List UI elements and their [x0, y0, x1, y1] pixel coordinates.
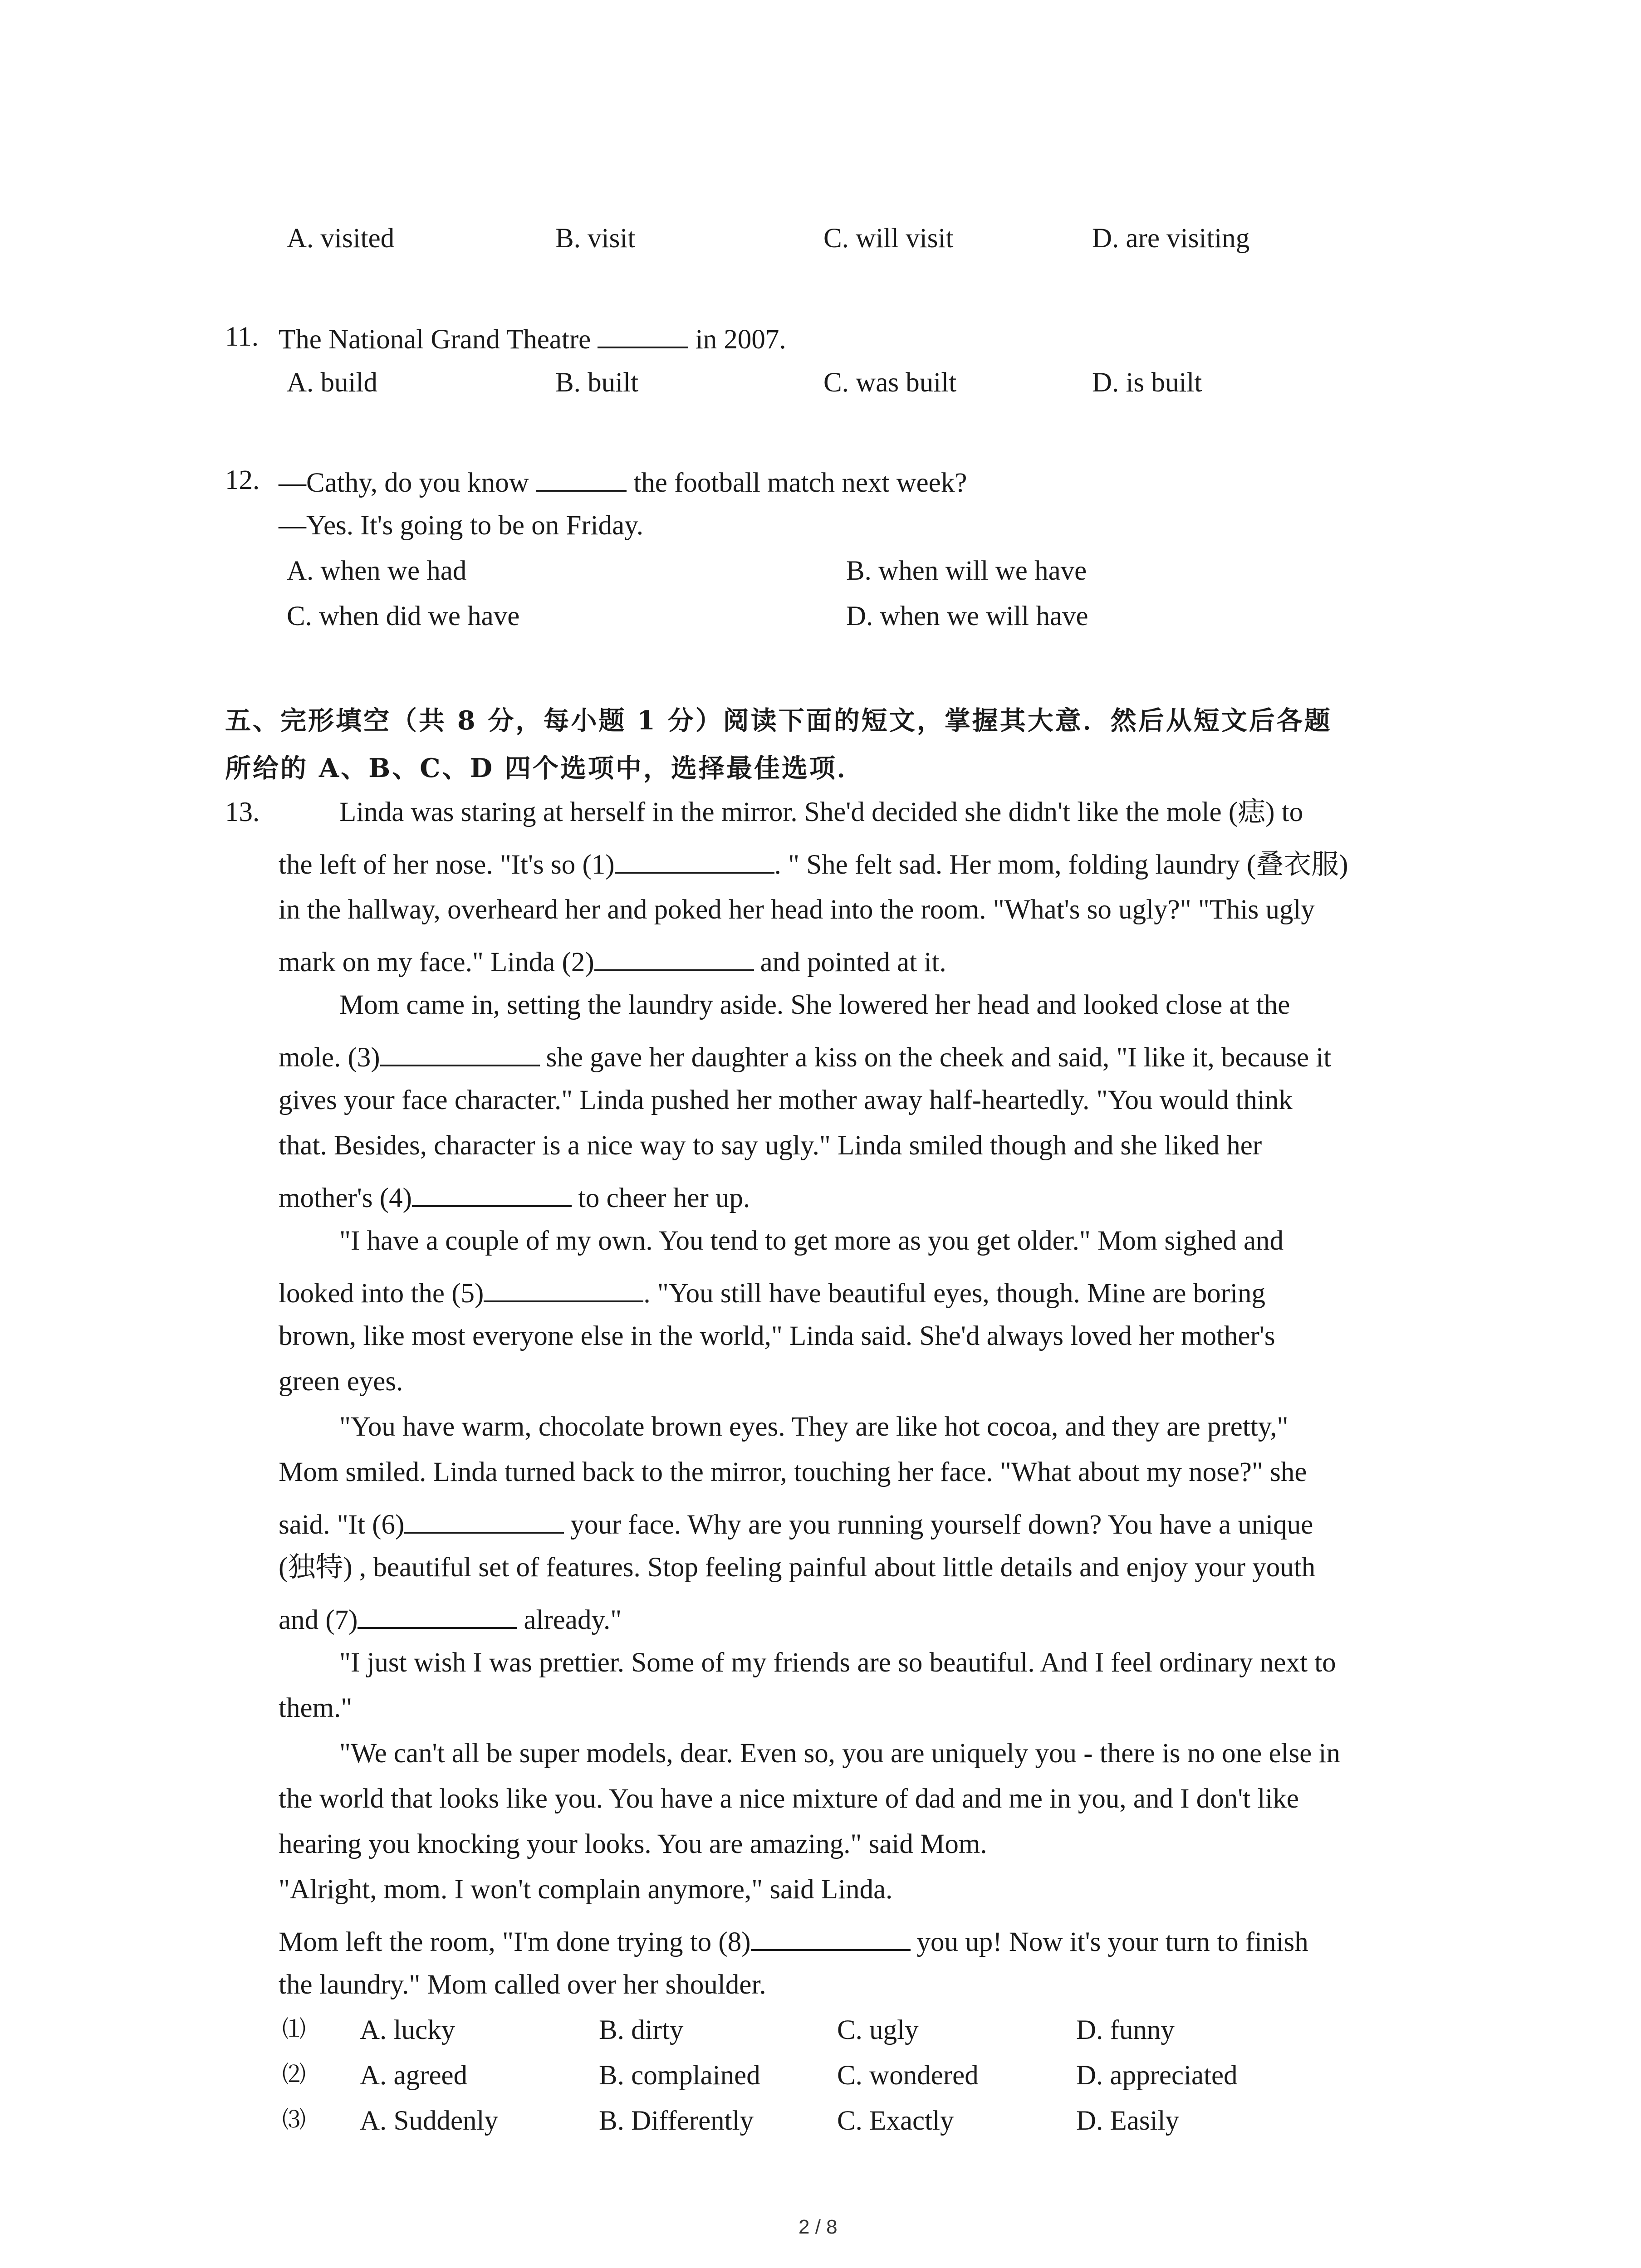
passage-text: said. "It (6): [279, 1510, 405, 1540]
answer-blank: [358, 1603, 517, 1629]
option-choice: B. Differently: [599, 2106, 754, 2136]
passage-text: them.": [279, 1693, 353, 1723]
passage-text: Linda was staring at herself in the mirror. She'd decided she didn't like the mole (痣) to: [339, 797, 1303, 827]
passage-text: and pointed at it.: [760, 947, 946, 978]
q12-option-c: C. when did we have: [287, 601, 520, 631]
answer-blank: [594, 946, 754, 971]
passage-line: [279, 1458, 1307, 1486]
answer-blank: [598, 323, 688, 348]
q12-number: 12.: [225, 465, 260, 495]
passage-line: [279, 1785, 1299, 1813]
q10-option-c: C. will visit: [823, 223, 954, 254]
passage-text: you up! Now it's your turn to finish: [916, 1927, 1308, 1957]
passage-line: [279, 1041, 1331, 1071]
passage-text: mole. (3): [279, 1042, 380, 1073]
passage-line: [279, 1182, 750, 1212]
option-row-number: ⑵: [282, 2062, 306, 2088]
passage-text: the laundry." Mom called over her shoulder.: [279, 1970, 766, 2000]
option-choice: D. funny: [1076, 2015, 1175, 2045]
passage-text: mark on my face." Linda (2): [279, 947, 594, 978]
q11-option-a: A. build: [287, 367, 377, 398]
passage-text: she gave her daughter a kiss on the cheek and said, "I like it, because it: [546, 1042, 1332, 1073]
option-choice: C. ugly: [837, 2015, 919, 2045]
section-heading-line2: 所给的 A、B、C、D 四个选项中，选择最佳选项．: [225, 753, 865, 783]
option-row-number: ⑶: [282, 2107, 306, 2133]
passage-line: [279, 1554, 1315, 1581]
passage-line: [339, 798, 1303, 826]
passage-line: [279, 1971, 766, 1999]
passage-text: brown, like most everyone else in the world," Linda said. She'd always loved her mother's: [279, 1321, 1275, 1351]
passage-text: to cheer her up.: [578, 1183, 750, 1213]
page-number: 2 / 8: [798, 2216, 838, 2238]
answer-blank: [380, 1041, 540, 1066]
q11-number: 11.: [225, 322, 259, 352]
q11-option-b: B. built: [555, 367, 639, 398]
q12-line1-start: —Cathy, do you know: [279, 468, 529, 498]
option-choice: B. dirty: [599, 2015, 684, 2045]
answer-blank: [536, 466, 627, 492]
q12-line1-end: the football match next week?: [633, 468, 967, 498]
passage-line: [279, 1277, 1265, 1307]
passage-text: (独特) , beautiful set of features. Stop feeling painful about little details and enjoy your youth: [279, 1552, 1316, 1583]
option-row-number: ⑴: [282, 2017, 306, 2043]
answer-blank: [404, 1508, 564, 1534]
q11-option-c: C. was built: [823, 367, 957, 398]
option-choice: C. Exactly: [837, 2106, 954, 2136]
passage-line: [279, 1926, 1308, 1956]
passage-text: gives your face character." Linda pushed her mother away half-heartedly. "You would think: [279, 1085, 1293, 1115]
passage-text: in the hallway, overheard her and poked her head into the room. "What's so ugly?" "This ugly: [279, 894, 1315, 925]
q12-line2: —Yes. It's going to be on Friday.: [279, 510, 644, 541]
passage-line: [339, 1649, 1336, 1677]
option-choice: A. agreed: [360, 2060, 468, 2091]
passage-text: your face. Why are you running yourself down? You have a unique: [570, 1510, 1313, 1540]
passage-line: [339, 991, 1290, 1019]
passage-text: Mom smiled. Linda turned back to the mirror, touching her face. "What about my nose?" she: [279, 1457, 1307, 1487]
passage-line: [279, 848, 1348, 879]
option-choice: A. lucky: [360, 2015, 456, 2045]
q10-option-a: A. visited: [287, 223, 395, 254]
answer-blank: [484, 1277, 643, 1302]
q12-option-b: B. when will we have: [846, 556, 1087, 586]
passage-text: "We can't all be super models, dear. Even so, you are uniquely you - there is no one else in: [339, 1738, 1341, 1769]
q10-option-b: B. visit: [555, 223, 636, 254]
section-heading-line1: 五、完形填空（共 8 分，每小题 1 分）阅读下面的短文，掌握其大意．然后从短文后各题: [225, 705, 1332, 736]
passage-text: the world that looks like you. You have a nice mixture of dad and me in you, and I don't like: [279, 1784, 1299, 1814]
passage-text: "I just wish I was prettier. Some of my friends are so beautiful. And I feel ordinary next to: [339, 1647, 1336, 1678]
passage-text: . "You still have beautiful eyes, though. Mine are boring: [643, 1278, 1265, 1309]
passage-line: [279, 1830, 987, 1858]
q11-stem-start: The National Grand Theatre: [279, 324, 591, 355]
passage-text: "Alright, mom. I won't complain anymore," said Linda.: [279, 1874, 893, 1905]
option-choice: B. complained: [599, 2060, 760, 2091]
passage-line: [279, 896, 1315, 924]
passage-text: hearing you knocking your looks. You are amazing." said Mom.: [279, 1829, 987, 1859]
answer-blank: [615, 848, 774, 874]
passage-line: [279, 1508, 1313, 1539]
q10-option-d: D. are visiting: [1092, 223, 1250, 254]
passage-line: [279, 1322, 1275, 1350]
passage-line: [279, 1132, 1262, 1159]
passage-line: [339, 1740, 1340, 1767]
option-choice: A. Suddenly: [360, 2106, 498, 2136]
passage-text: already.": [524, 1605, 622, 1635]
passage-line: [279, 946, 946, 976]
passage-text: and (7): [279, 1605, 358, 1635]
q11-stem-end: in 2007.: [695, 324, 786, 355]
option-choice: C. wondered: [837, 2060, 979, 2091]
q12-option-d: D. when we will have: [846, 601, 1088, 631]
q12-line1: [279, 466, 967, 497]
q12-option-a: A. when we had: [287, 556, 467, 586]
passage-line: [279, 1603, 622, 1634]
answer-blank: [412, 1182, 572, 1207]
q11-option-d: D. is built: [1092, 367, 1202, 398]
passage-line: [279, 1086, 1293, 1114]
passage-text: "I have a couple of my own. You tend to get more as you get older." Mom sighed and: [339, 1226, 1284, 1256]
option-choice: D. appreciated: [1076, 2060, 1238, 2091]
q13-number: 13.: [225, 797, 260, 827]
passage-text: green eyes.: [279, 1366, 403, 1397]
passage-text: Mom came in, setting the laundry aside. She lowered her head and looked close at the: [339, 990, 1290, 1020]
option-choice: D. Easily: [1076, 2106, 1180, 2136]
passage-line: [279, 1368, 403, 1395]
passage-line: [339, 1413, 1288, 1441]
q11-stem: [279, 323, 786, 353]
passage-line: [279, 1694, 352, 1722]
passage-text: Mom left the room, "I'm done trying to (8): [279, 1927, 751, 1957]
passage-text: . " She felt sad. Her mom, folding laundry (叠衣服): [774, 850, 1348, 880]
passage-line: [339, 1227, 1283, 1255]
passage-line: [279, 1876, 892, 1903]
passage-text: "You have warm, chocolate brown eyes. They are like hot cocoa, and they are pretty,": [339, 1412, 1288, 1442]
passage-text: looked into the (5): [279, 1278, 484, 1309]
passage-text: the left of her nose. "It's so (1): [279, 850, 615, 880]
passage-text: that. Besides, character is a nice way to say ugly." Linda smiled though and she liked her: [279, 1130, 1262, 1161]
passage-text: mother's (4): [279, 1183, 412, 1213]
answer-blank: [751, 1926, 911, 1951]
